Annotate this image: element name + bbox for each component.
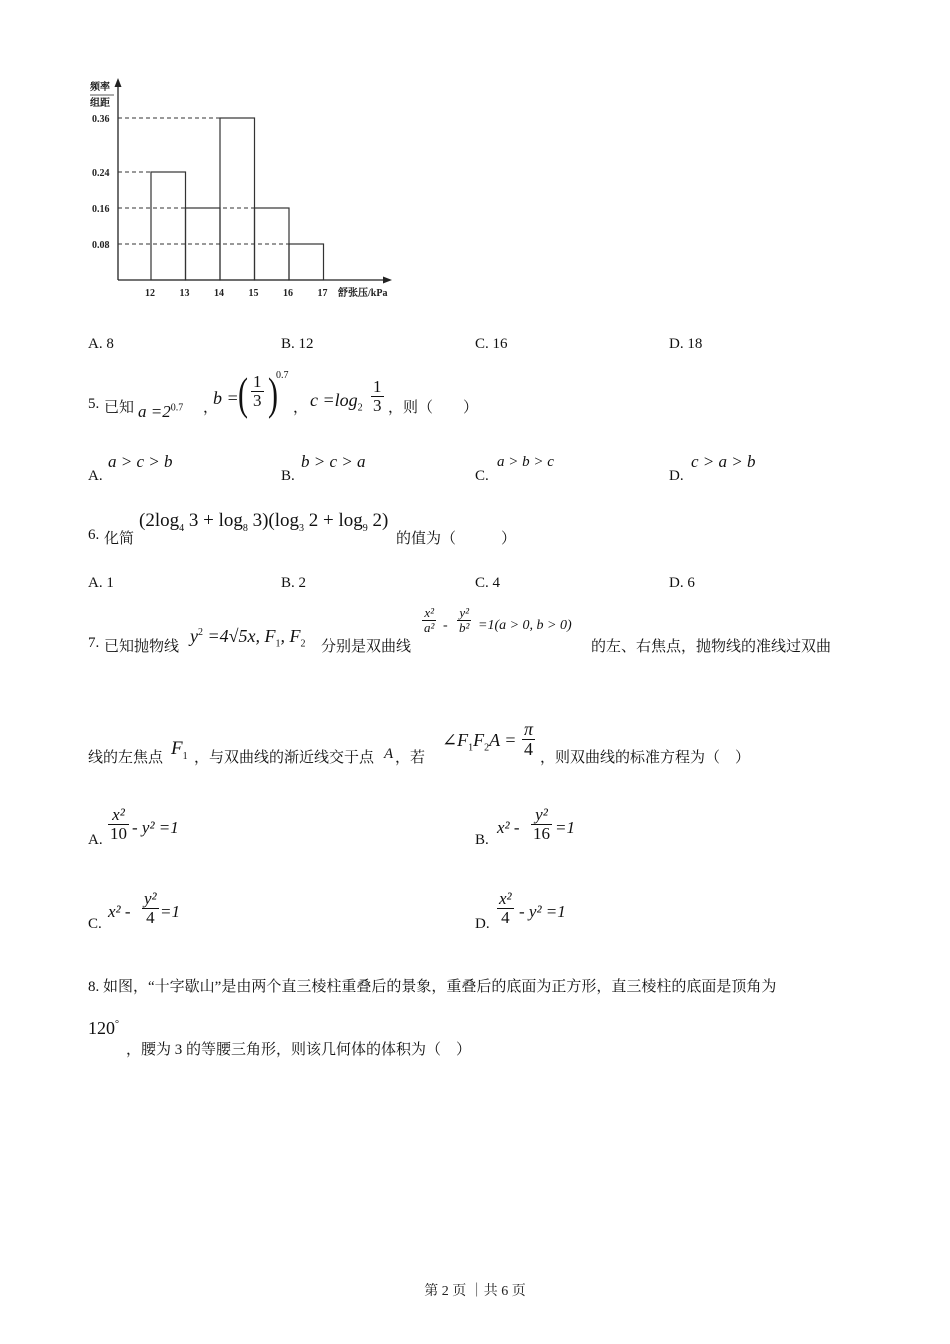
eq-part: , F bbox=[280, 626, 301, 646]
q6-option-d[interactable] bbox=[669, 575, 695, 592]
q4-option-c[interactable] bbox=[475, 336, 508, 353]
q5-c-frac bbox=[371, 378, 384, 415]
frac-num: y² bbox=[144, 889, 157, 908]
left-paren: ( bbox=[238, 370, 248, 420]
minus-sign: - bbox=[443, 618, 448, 633]
x-tick-label: 16 bbox=[283, 288, 293, 299]
expr-part: 3 + log bbox=[184, 510, 243, 531]
option-frac bbox=[497, 890, 514, 927]
hyperbola-frac-x bbox=[422, 606, 436, 634]
option-text: 6 bbox=[687, 575, 695, 591]
frac-den: 4 bbox=[146, 907, 155, 927]
q7-stem-line1 bbox=[88, 606, 868, 662]
option-letter: B. bbox=[475, 832, 489, 848]
frac-den: b² bbox=[459, 619, 470, 635]
angle-value: 120 bbox=[88, 1018, 115, 1038]
q6-option-a[interactable] bbox=[88, 575, 114, 592]
option-rest: =1 bbox=[555, 818, 575, 837]
q6-option-b[interactable] bbox=[281, 575, 306, 592]
x-axis-label: 舒张压/kPa bbox=[338, 288, 388, 299]
x-tick-label: 12 bbox=[145, 288, 155, 299]
option-letter: B. bbox=[281, 336, 295, 352]
option-pre: x² - bbox=[497, 818, 520, 837]
log-base: 2 bbox=[357, 402, 363, 414]
option-letter: B. bbox=[281, 575, 295, 591]
q6-suffix: 的值为（ ） bbox=[396, 531, 517, 547]
a-expr-base: a =2 bbox=[138, 402, 171, 421]
y-tick-label: 0.36 bbox=[92, 114, 110, 125]
q6-prefix: 化简 bbox=[104, 531, 135, 547]
q8-line1-text: 如图，“十字歇山”是由两个直三棱柱重叠后的景象，重叠后的底面为正方形，直三棱柱的底面是顶角为 bbox=[103, 979, 777, 995]
hyperbola-rhs: =1(a > 0, b > 0) bbox=[478, 618, 572, 633]
frac-den: 16 bbox=[533, 823, 550, 843]
option-rest: - y² =1 bbox=[519, 902, 566, 921]
page-footer bbox=[0, 1280, 950, 1300]
frac-num: x² bbox=[499, 889, 512, 908]
separator: ， bbox=[203, 400, 219, 416]
frac-den: 3 bbox=[253, 390, 262, 410]
option-frac bbox=[108, 806, 129, 843]
option-letter: A. bbox=[88, 832, 103, 848]
option-letter: D. bbox=[669, 468, 684, 484]
histogram-bar bbox=[151, 172, 186, 280]
option-text: 12 bbox=[298, 336, 314, 352]
q8-line2-text: ，腰为 3 的等腰三角形，则该几何体的体积为（ ） bbox=[126, 1042, 472, 1058]
option-letter: D. bbox=[669, 575, 684, 591]
q4-option-b[interactable] bbox=[281, 336, 314, 353]
option-text: 2 bbox=[298, 575, 307, 591]
frac-num: 1 bbox=[373, 377, 382, 396]
option-letter: C. bbox=[475, 468, 489, 484]
histogram-chart bbox=[80, 72, 410, 307]
point-a: A bbox=[384, 746, 394, 762]
y-axis-label-bottom: 组距 bbox=[90, 98, 110, 109]
frac-num: y² bbox=[531, 806, 552, 825]
q5-c-expr bbox=[310, 390, 363, 414]
y-tick-label: 0.24 bbox=[92, 168, 110, 179]
q5-suffix: ，则（ ） bbox=[388, 400, 479, 416]
angle-part: F bbox=[473, 730, 485, 750]
histogram-svg bbox=[80, 72, 410, 307]
eq-part: =4√5x, F bbox=[203, 626, 276, 646]
option-letter: D. bbox=[475, 916, 490, 932]
option-letter: D. bbox=[669, 336, 684, 352]
angle-expression bbox=[442, 730, 516, 754]
separator: ， bbox=[293, 400, 309, 416]
option-letter: C. bbox=[88, 916, 102, 932]
option-text: 1 bbox=[106, 575, 114, 591]
frac-num: x² bbox=[108, 806, 129, 825]
q5-a-expr bbox=[138, 402, 183, 422]
degree-symbol: ° bbox=[115, 1019, 119, 1030]
x-axis-arrow-icon bbox=[383, 277, 392, 284]
page-number: 第 2 页 ｜共 6 页 bbox=[424, 1284, 526, 1299]
frac-den: 10 bbox=[110, 823, 127, 843]
option-rest: - y² =1 bbox=[132, 818, 179, 837]
right-paren: ) bbox=[268, 370, 278, 420]
option-letter: A. bbox=[88, 575, 103, 591]
q7-line1-end: 的左、右焦点，抛物线的准线过双曲 bbox=[591, 639, 832, 655]
log-base: 8 bbox=[242, 522, 248, 534]
x-tick-label: 13 bbox=[179, 288, 190, 299]
q4-option-a[interactable] bbox=[88, 336, 114, 353]
log-base: 4 bbox=[179, 522, 185, 534]
q7-line2-start: 线的左焦点 bbox=[88, 750, 164, 766]
q7-stem-line2 bbox=[88, 718, 868, 768]
option-letter: A. bbox=[88, 336, 103, 352]
y-axis-label-top: 频率 bbox=[90, 82, 110, 93]
option-rest: =1 bbox=[160, 902, 180, 921]
option-text: b > c > a bbox=[301, 452, 366, 471]
subscript: 1 bbox=[468, 742, 474, 754]
q7-line2-end: ，则双曲线的标准方程为（ ） bbox=[540, 750, 751, 766]
subscript: 2 bbox=[484, 742, 490, 754]
y-axis-arrow-icon bbox=[115, 78, 122, 87]
hyperbola-frac-y bbox=[457, 606, 471, 634]
option-text: 16 bbox=[492, 336, 508, 352]
q7-if: ，若 bbox=[395, 750, 426, 766]
frac-den: 4 bbox=[524, 738, 534, 759]
option-text: c > a > b bbox=[691, 452, 756, 471]
frac-num: x² bbox=[422, 606, 436, 621]
option-text: 4 bbox=[492, 575, 501, 591]
option-letter: B. bbox=[281, 468, 295, 484]
histogram-bar bbox=[289, 244, 324, 280]
option-frac bbox=[142, 890, 159, 927]
expr-part: (2log bbox=[139, 510, 180, 531]
q8-number: 8. bbox=[88, 979, 100, 995]
q6-number: 6. bbox=[88, 527, 100, 543]
a-exp: 0.7 bbox=[170, 402, 184, 414]
frac-num: π bbox=[524, 719, 534, 739]
y-tick-label: 0.08 bbox=[92, 240, 110, 251]
angle-part: ∠F bbox=[442, 730, 469, 750]
parabola-equation bbox=[190, 626, 306, 650]
q5-number: 5. bbox=[88, 396, 100, 412]
exponent: 2 bbox=[198, 627, 203, 638]
q6-option-c[interactable] bbox=[475, 575, 500, 592]
frac-num: y² bbox=[457, 606, 471, 621]
x-tick-label: 14 bbox=[214, 288, 224, 299]
c-lhs: c =log bbox=[310, 390, 358, 410]
histogram-bar bbox=[220, 118, 255, 280]
option-letter: C. bbox=[475, 575, 489, 591]
pi-over-4 bbox=[522, 720, 535, 759]
log-base: 3 bbox=[299, 522, 305, 534]
angle-part: A = bbox=[489, 730, 517, 750]
log-base: 9 bbox=[362, 522, 368, 534]
option-letter: C. bbox=[475, 336, 489, 352]
expr-part: 2 + log bbox=[304, 510, 363, 531]
x-tick-label: 17 bbox=[317, 288, 328, 299]
q7-line2-mid: ，与双曲线的渐近线交于点 bbox=[194, 750, 375, 766]
x-tick-label: 15 bbox=[248, 288, 259, 299]
subscript: 2 bbox=[300, 638, 306, 650]
option-text: 8 bbox=[106, 336, 114, 352]
frac-num: 1 bbox=[253, 372, 262, 391]
expr-part: 2) bbox=[367, 510, 389, 531]
subscript: 1 bbox=[275, 638, 281, 650]
frac-den: a² bbox=[424, 619, 435, 635]
frac-den: 3 bbox=[373, 395, 382, 415]
q7-number: 7. bbox=[88, 635, 100, 651]
subscript: 1 bbox=[182, 750, 188, 762]
frac-den: 4 bbox=[501, 907, 510, 927]
option-frac bbox=[531, 806, 552, 843]
label-text: F bbox=[171, 738, 183, 759]
option-text: a > b > c bbox=[497, 454, 554, 470]
option-letter: A. bbox=[88, 468, 103, 484]
q5-b-frac bbox=[251, 373, 264, 410]
q8-stem-line1 bbox=[88, 975, 776, 996]
q6-expression bbox=[139, 510, 388, 534]
option-pre: x² - bbox=[108, 902, 131, 921]
expr-part: 3)(log bbox=[247, 510, 300, 531]
q4-option-d[interactable] bbox=[669, 336, 702, 353]
q5-prefix: 已知 bbox=[104, 400, 135, 416]
q7-mid-text: 分别是双曲线 bbox=[321, 639, 412, 655]
option-text: a > c > b bbox=[108, 452, 173, 471]
q5-b-lhs: b = bbox=[213, 388, 239, 408]
option-text: 18 bbox=[687, 336, 703, 352]
y-tick-label: 0.16 bbox=[92, 204, 110, 215]
f1-label bbox=[171, 738, 188, 762]
q7-prefix: 已知抛物线 bbox=[104, 639, 180, 655]
b-exp: 0.7 bbox=[276, 370, 289, 381]
eq-part: y bbox=[190, 626, 198, 646]
angle-120 bbox=[88, 1018, 119, 1039]
